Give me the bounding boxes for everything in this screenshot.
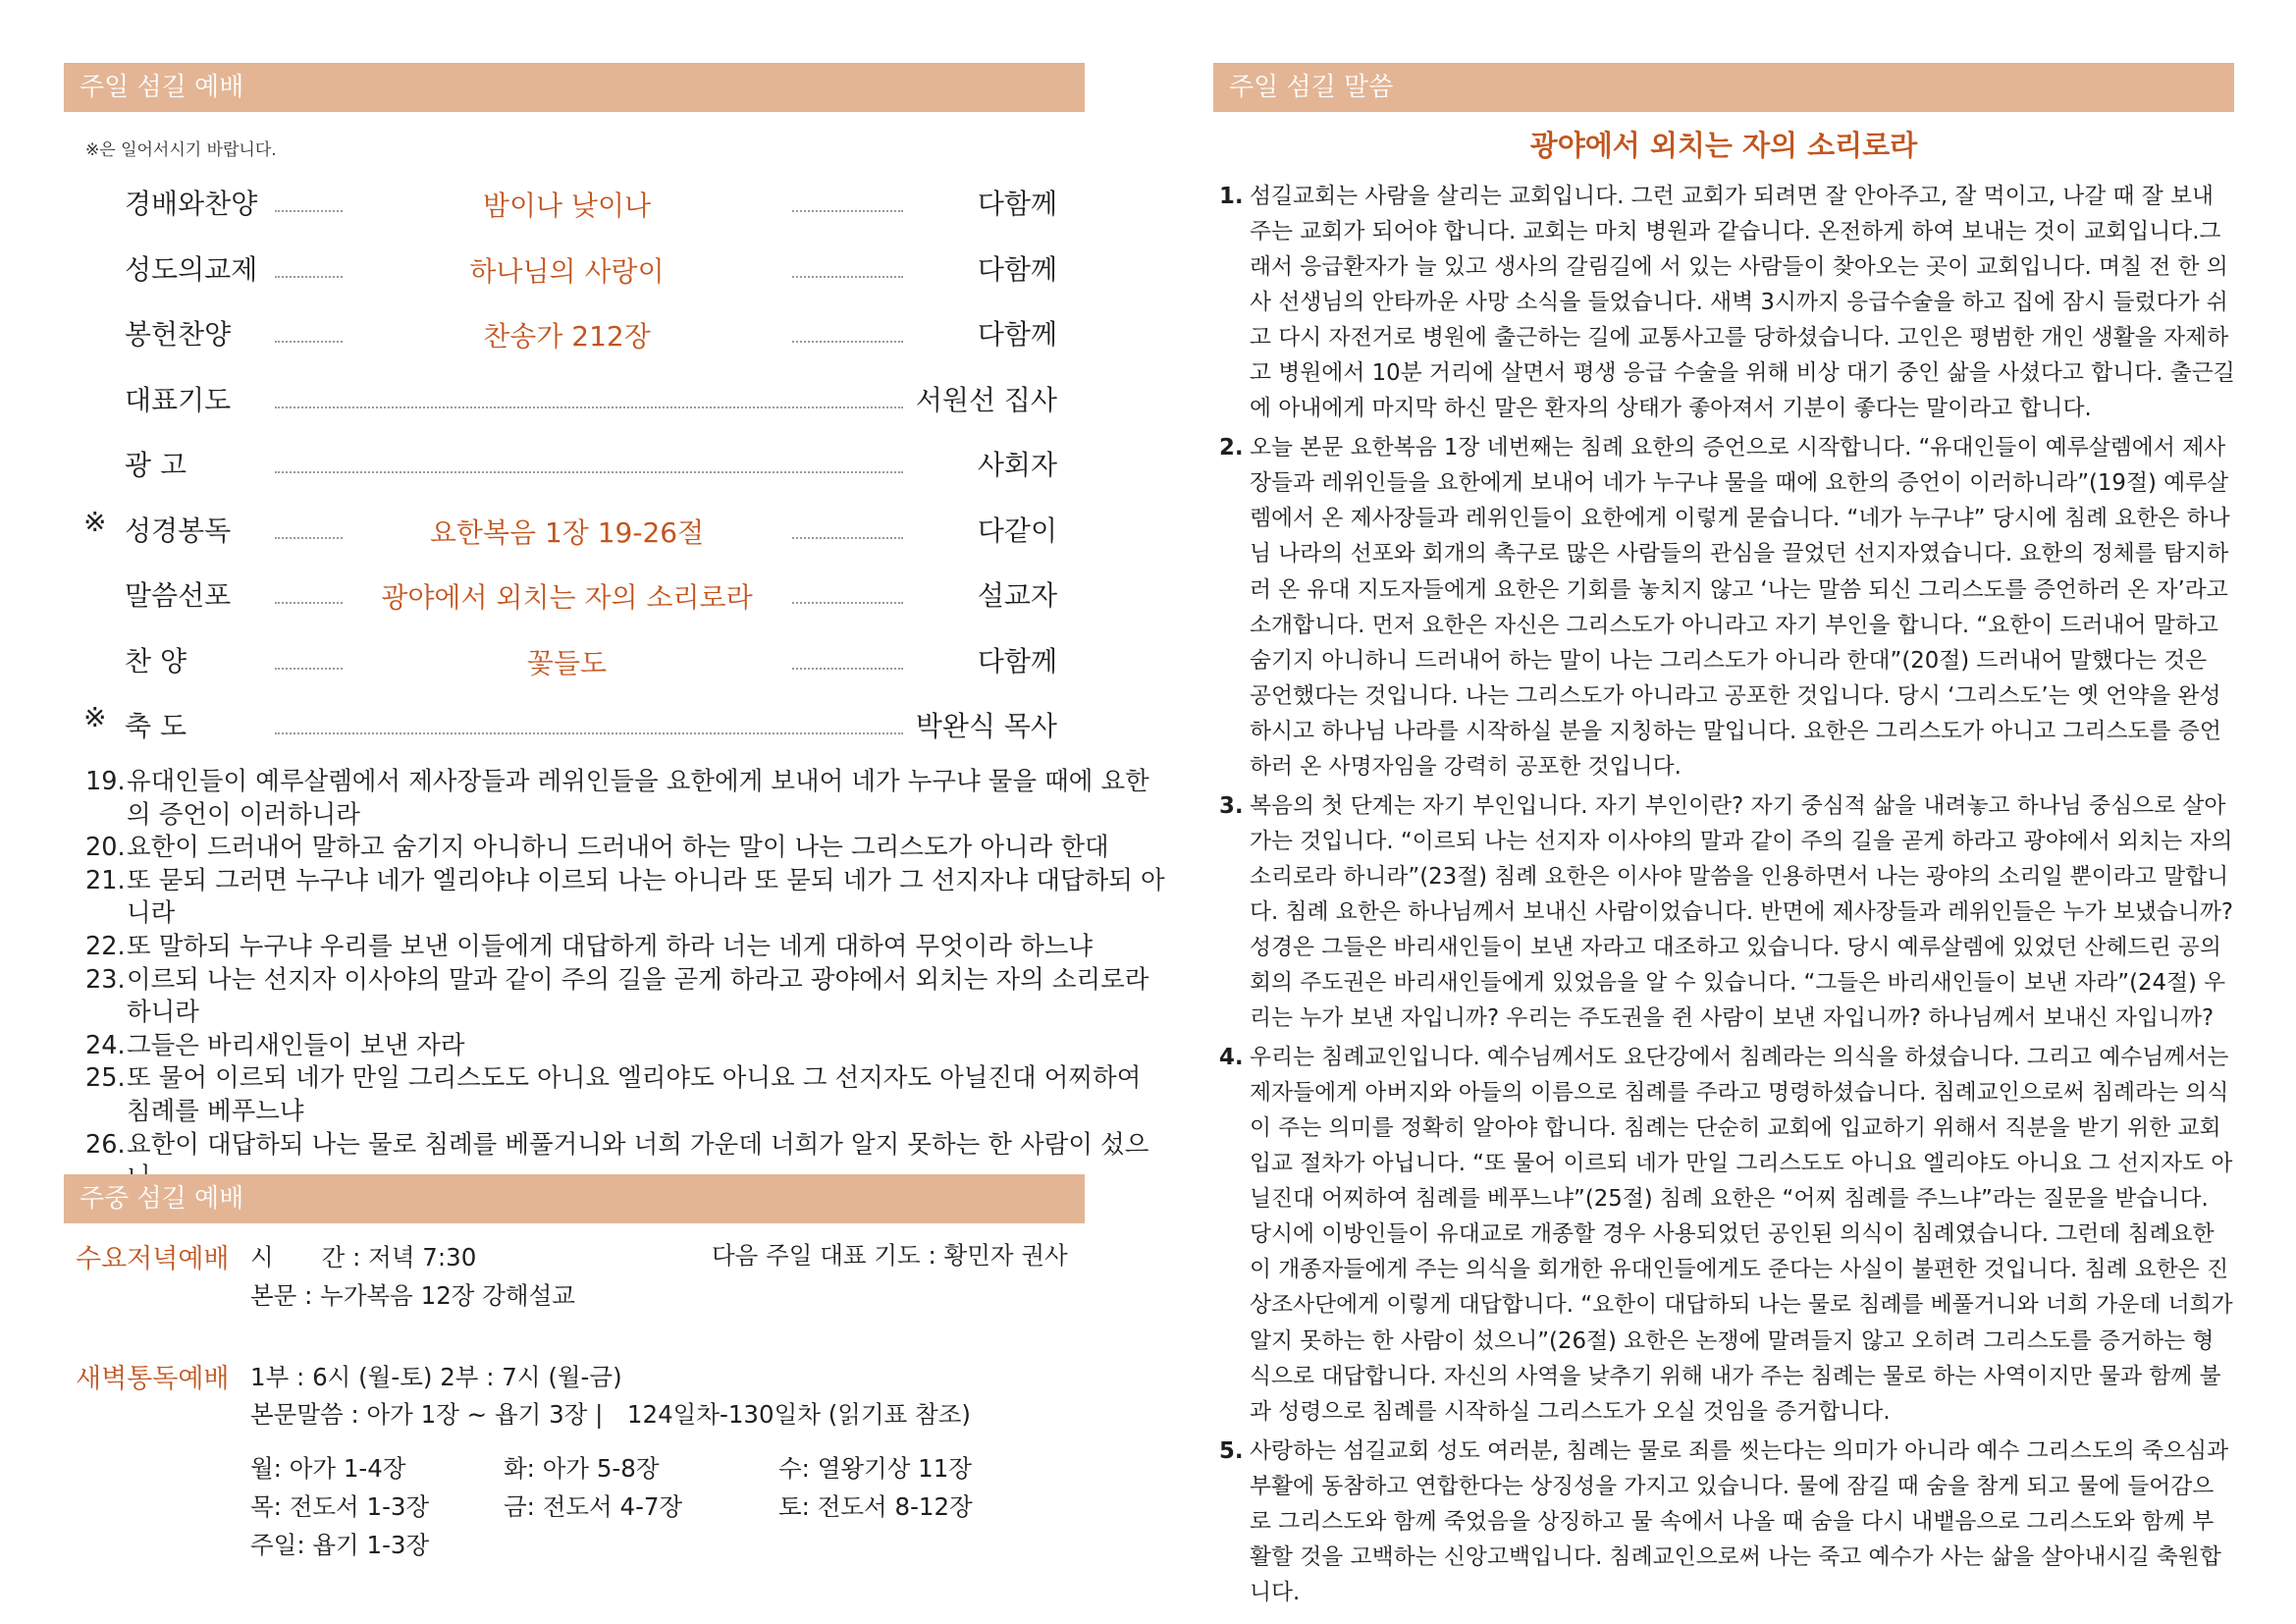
order-row xyxy=(64,561,1085,626)
sermon-paragraph xyxy=(1219,1434,2235,1610)
order-leader: 서원선 집사 xyxy=(915,383,1057,416)
order-label: 경배와찬양 xyxy=(125,188,258,220)
order-label: 대표기도 xyxy=(125,383,232,416)
order-row xyxy=(64,365,1085,431)
verse-text: 그들은 바리새인들이 보낸 자라 xyxy=(127,1030,465,1060)
dawn-service-times: 1부 : 6시 (월-토) 2부 : 7시 (월-금) xyxy=(250,1363,622,1391)
order-row xyxy=(64,626,1085,692)
order-leader: 다함께 xyxy=(977,318,1057,351)
reading-day: 목: 전도서 1-3장 xyxy=(250,1492,430,1521)
order-item: 밤이나 낮이나 xyxy=(344,185,790,224)
verse-text: 요한이 드러내어 말하고 숨기지 아니하니 드러내어 하는 말이 나는 그리스도가 아니라 한대 xyxy=(127,833,1109,863)
verse-number: 19. xyxy=(85,767,126,796)
verse xyxy=(85,964,1165,1030)
order-item: 요한복음 1장 19-26절 xyxy=(344,512,790,551)
order-label: 성경봉독 xyxy=(125,514,232,547)
verse-text: 또 묻되 그러면 누구냐 네가 엘리야냐 이르되 나는 아니라 또 묻되 네가 그 선지자냐 대답하되 아니라 xyxy=(127,865,1165,929)
sermon-paragraph xyxy=(1219,788,2235,1036)
verse xyxy=(85,766,1165,832)
order-item: 광야에서 외치는 자의 소리로라 xyxy=(344,576,790,616)
paragraph-number: 1. xyxy=(1219,184,1244,209)
sunday-worship-header: 주일 섬길 예배 xyxy=(64,63,1085,112)
paragraph-number: 2. xyxy=(1219,435,1244,461)
order-leader: 다함께 xyxy=(977,644,1057,677)
order-leader: 다같이 xyxy=(977,514,1057,547)
order-label: 봉헌찬양 xyxy=(125,318,232,351)
verse xyxy=(85,1030,1165,1063)
verse-text: 유대인들이 예루살렘에서 제사장들과 레위인들을 요한에게 보내어 네가 누구냐 물을 때에 요한의 증언이 이러하니라 xyxy=(127,767,1149,830)
dawn-service-name: 새벽통독예배 xyxy=(76,1364,230,1394)
wed-service-time: 시 간 : 저녁 7:30 xyxy=(250,1243,477,1272)
verse-number: 24. xyxy=(85,1030,126,1060)
paragraph-text: 섬길교회는 사람을 살리는 교회입니다. 그런 교회가 되려면 잘 안아주고, 잘 먹이고, 나갈 때 잘 보내 주는 교회가 되어야 합니다. 교회는 마치 병원과 같습니다. 온전하게 하여 보내는 것이 교회입니다.그래서 응급환자가 늘 있고 생사의 갈림길에 서 있는 사람들이 찾아오는 곳이 교회입니다. 며칠 전 한 의사 선생님의 안타까운 사망 소식을 들었습니다. 새벽 3시까지 응급수술을 하고 집에 잠시 들렀다가 쉬고 다시 자전거로 병원에 출근하는 길에 교통사고를 당하셨습니다. 고인은 평범한 개인 생활을 자제하고 병원에서 10분 거리에 살면서 평생 응급 수술을 위해 비상 대기 중인 삶을 사셨다고 합니다. 출근길에 아내에게 마지막 하신 말은 환자의 상태가 좋아져서 기분이 좋다는 말이라고 합니다. xyxy=(1250,184,2235,422)
order-label: 축 도 xyxy=(125,710,187,742)
sermon-paragraph xyxy=(1219,1040,2235,1430)
verse-number: 26. xyxy=(85,1129,126,1160)
leader-dots xyxy=(275,406,903,408)
verse-text: 이르되 나는 선지자 이사야의 말과 같이 주의 길을 곧게 하라고 광야에서 외치는 자의 소리로라 하니라 xyxy=(127,964,1149,1028)
verse xyxy=(85,1062,1165,1128)
verse-number: 21. xyxy=(85,865,126,895)
reading-day: 주일: 욥기 1-3장 xyxy=(250,1531,430,1559)
order-leader: 다함께 xyxy=(977,188,1057,220)
wed-service-text: 본문 : 누가복음 12장 강해설교 xyxy=(250,1281,575,1310)
order-leader: 설교자 xyxy=(977,579,1057,612)
order-label: 성도의교제 xyxy=(125,252,258,286)
paragraph-number: 3. xyxy=(1219,792,1244,819)
sermon-title: 광야에서 외치는 자의 소리로라 xyxy=(1529,129,1918,162)
stand-mark: ※ xyxy=(83,505,107,538)
paragraph-text: 복음의 첫 단계는 자기 부인입니다. 자기 부인이란? 자기 중심적 삶을 내려놓고 하나님 중심으로 살아가는 것입니다. “이르되 나는 선지자 이사야의 말과 같이 주의 길을 곧게 하라고 광야에서 외치는 자의 소리로라 하니라”(23절) 침례 요한은 이사야 말씀을 인용하면서 나는 광야의 소리일 뿐이라고 말합니다. 침례 요한은 하나님께서 보내신 사람이었습니다. 반면에 제사장들과 레위인들은 누가 보냈습니까? 성경은 그들은 바리새인들이 보낸 자라고 대조하고 있습니다. 당시 예루살렘에 있었던 산헤드린 공의회의 주도권은 바리새인들에게 있었음을 알 수 있습니다. “그들은 바리새인들이 보낸 자라”(24절) 우리는 누가 보낸 자입니까? 우리는 주도권을 쥔 사람이 보낸 자입니까? 하나님께서 보내신 자입니까? xyxy=(1250,792,2233,1032)
reading-day: 화: 아가 5-8장 xyxy=(504,1454,660,1483)
verse xyxy=(85,832,1165,865)
order-leader: 다함께 xyxy=(977,252,1057,286)
order-item: 하나님의 사랑이 xyxy=(344,250,790,290)
verse-number: 25. xyxy=(85,1063,126,1094)
order-row xyxy=(64,496,1085,562)
reading-day: 금: 전도서 4-7장 xyxy=(504,1492,683,1521)
sermon-paragraph xyxy=(1219,179,2235,426)
paragraph-number: 4. xyxy=(1219,1045,1244,1071)
weekday-worship-header: 주중 섬길 예배 xyxy=(64,1174,1085,1223)
paragraph-number: 5. xyxy=(1219,1437,1244,1464)
order-row xyxy=(64,691,1085,757)
order-row xyxy=(64,235,1085,300)
verse-text: 또 말하되 누구냐 우리를 보낸 이들에게 대답하게 하라 너는 네게 대하여 무엇이라 하느냐 xyxy=(127,931,1094,961)
order-row xyxy=(64,299,1085,365)
order-of-worship xyxy=(64,169,1085,757)
paragraph-text: 사랑하는 섬길교회 성도 여러분, 침례는 물로 죄를 씻는다는 의미가 아니라 예수 그리스도의 죽으심과 부활에 동참하고 연합한다는 상징성을 가지고 있습니다. 물에 잠길 때 숨을 참게 되고 물에 들어감으로 그리스도와 함께 죽었음을 상징하고 물 속에서 나올 때 숨을 다시 내뱉음으로 그리스도와 함께 부활할 것을 고백하는 신앙고백입니다. 침례교인으로써 나는 죽고 예수가 사는 삶을 살아내시길 축원합니다. xyxy=(1250,1437,2229,1605)
verse-text: 또 물어 이르되 네가 만일 그리스도도 아니요 엘리야도 아니요 그 선지자도 아닐진대 어찌하여 침례를 베푸느냐 xyxy=(127,1063,1142,1126)
reading-day: 토: 전도서 8-12장 xyxy=(778,1492,973,1521)
sermon-header: 주일 섬길 말씀 xyxy=(1213,63,2234,112)
reading-day: 수: 열왕기상 11장 xyxy=(778,1454,973,1483)
paragraph-text: 우리는 침례교인입니다. 예수님께서도 요단강에서 침례라는 의식을 하셨습니다. 그리고 예수님께서는 제자들에게 아버지와 아들의 이름으로 침례를 주라고 명령하셨습니다. 침례교인으로써 침례라는 의식이 주는 의미를 정확히 알아야 합니다. 침례는 단순히 교회에 입교하기 위해서 직분을 받기 위한 교회 입교 절차가 아닙니다. “또 물어 이르되 네가 만일 그리스도도 아니요 엘리야도 아니요 그 선지자도 아닐진대 어찌하여 침례를 베푸느냐”(25절) 침례 요한은 “어찌 침례를 주느냐”라는 질문을 받습니다. 당시에 이방인들이 유대교로 개종할 경우 사용되었던 공인된 의식이 침례였습니다. 그런데 침례요한이 개종자들에게 주는 의식을 회개한 유대인들에게도 준다는 사실이 불편한 것입니다. 침례 요한은 진상조사단에게 이렇게 대답합니다. “요한이 대답하되 나는 물로 침례를 베풀거니와 너희 가운데 너희가 알지 못하는 한 사람이 섰으니”(26절) 요한은 논쟁에 말려들지 않고 오히려 그리스도를 증거하는 형식으로 대답합니다. 자신의 사역을 낮추기 위해 내가 주는 침례는 물로 하는 사역이지만 물과 함께 불과 성령으로 침례를 시작하실 그리스도가 오실 것임을 증거합니다. xyxy=(1250,1045,2233,1425)
order-row xyxy=(64,169,1085,235)
order-item: 찬송가 212장 xyxy=(344,315,790,354)
verse-number: 23. xyxy=(85,964,126,995)
leader-dots xyxy=(275,471,903,473)
order-label: 찬 양 xyxy=(125,644,187,677)
order-leader: 박완식 목사 xyxy=(915,710,1057,742)
verse xyxy=(85,931,1165,964)
verse-number: 22. xyxy=(85,931,126,961)
next-prayer-leader: 다음 주일 대표 기도 : 황민자 권사 xyxy=(712,1241,1068,1270)
reading-day: 월: 아가 1-4장 xyxy=(250,1454,406,1483)
order-leader: 사회자 xyxy=(977,449,1057,481)
order-item: 꽃들도 xyxy=(344,642,790,681)
order-label: 광 고 xyxy=(125,449,187,481)
leader-dots xyxy=(275,732,903,734)
paragraph-text: 오늘 본문 요한복음 1장 네번째는 침례 요한의 증언으로 시작합니다. “유대인들이 예루살렘에서 제사장들과 레위인들을 요한에게 보내어 네가 누구냐 물을 때에 요한의 증언이 이러하니라”(19절) 예루살렘에서 온 제사장들과 레위인들이 요한에게 이렇게 묻습니다. “네가 누구냐” 당시에 침례 요한은 하나님 나라의 선포와 회개의 촉구로 많은 사람들의 관심을 끌었던 선지자였습니다. 요한의 정체를 탐지하러 온 유대 지도자들에게 요한은 기회를 놓치지 않고 ‘나는 말씀 되신 그리스도를 증언하러 온 자’라고 소개합니다. 먼저 요한은 자신은 그리스도가 아니라고 자기 부인을 합니다. “요한이 드러내어 말하고 숨기지 아니하니 드러내어 하는 말이 나는 그리스도가 아니라 한대”(20절) 드러내어 말했다는 것은 공언했다는 것입니다. 나는 그리스도가 아니라고 공포한 것입니다. 당시 ‘그리스도’는 옛 언약을 완성하시고 하나님 나라를 시작하실 분을 지칭하는 말입니다. 요한은 그리스도가 아니고 그리스도를 증언하러 온 사명자임을 강력히 공포한 것입니다. xyxy=(1250,435,2230,780)
order-label: 말씀선포 xyxy=(125,579,232,612)
standing-note: ※은 일어서시기 바랍니다. xyxy=(85,140,277,160)
verse-number: 20. xyxy=(85,833,126,863)
order-row xyxy=(64,430,1085,496)
sermon-body xyxy=(1219,179,2235,1614)
stand-mark: ※ xyxy=(83,701,107,733)
sermon-paragraph xyxy=(1219,430,2235,784)
dawn-reading-range: 본문말씀 : 아가 1장 ~ 욥기 3장 | 124일차-130일차 (읽기표 참조) xyxy=(250,1400,971,1429)
verse-text: 요한이 대답하되 나는 물로 침례를 베풀거니와 너희 가운데 너희가 알지 못하는 한 사람이 섰으 xyxy=(127,1129,1149,1160)
verse xyxy=(85,865,1165,931)
scripture-passage xyxy=(85,766,1165,1195)
wed-service-name: 수요저녁예배 xyxy=(76,1244,230,1274)
